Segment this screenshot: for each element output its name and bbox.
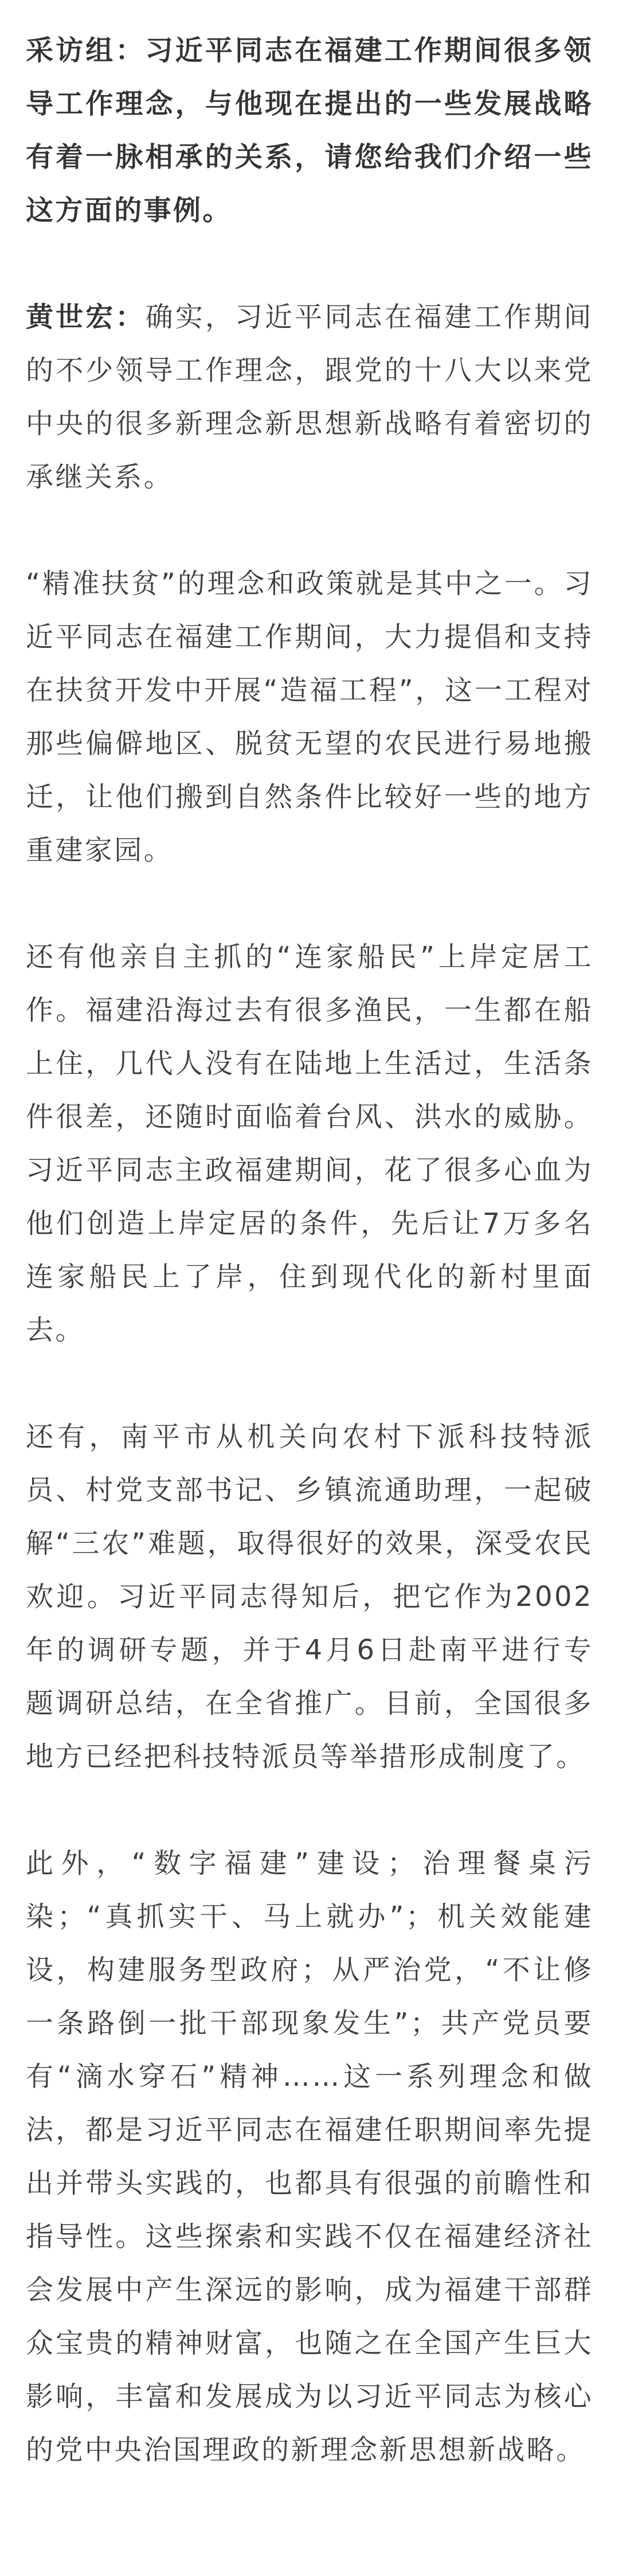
paragraph-boat-dwellers: 还有他亲自主抓的“连家船民”上岸定居工作。福建沿海过去有很多渔民，一生都在船上住，几代人没有在陆地上生活过，生活条件很差，还随时面临着台风、洪水的威胁。习近平同志主政福建期间，花了很多心血为他们创造上岸定居的条件，先后让7万多名连家船民上了岸，住到现代化的新村里面去。 — [26, 941, 593, 1346]
paragraph-poverty-alleviation: “精准扶贫”的理念和政策就是其中之一。习近平同志在福建工作期间，大力提倡和支持在扶贫开发中开展“造福工程”，这一工程对那些偏僻地区、脱贫无望的农民进行易地搬迁，让他们搬到自然条件比较好一些的地方重建家园。 — [26, 568, 593, 866]
question-text: 习近平同志在福建工作期间很多领导工作理念，与他现在提出的一些发展战略有着一脉相承的关系，请您给我们介绍一些这方面的事例。 — [26, 34, 593, 226]
answer-speaker: 黄世宏： — [26, 301, 146, 333]
paragraph-other-initiatives: 此外，“数字福建”建设；治理餐桌污染；“真抓实干、马上就办”；机关效能建设，构建服务型政府；从严治党，“不让修一条路倒一批干部现象发生”；共产党员要有“滴水穿石”精神……这一系列理念和做法，都是习近平同志在福建任职期间率先提出并带头实践的，也都具有很强的前瞻性和指导性。这些探索和实践不仅在福建经济社会发展中产生深远的影响，成为福建干部群众宝贵的精神财富，也随之在全国产生巨大影响，丰富和发展成为以习近平同志为核心的党中央治国理政的新理念新思想新战略。 — [26, 1847, 593, 2466]
interview-question — [26, 24, 593, 237]
paragraph-nanping-envoys: 还有，南平市从机关向农村下派科技特派员、村党支部书记、乡镇流通助理，一起破解“三农”难题，取得很好的效果，深受农民欢迎。习近平同志得知后，把它作为2002年的调研专题，并于4月6日赴南平进行专题调研总结，在全省推广。目前，全国很多地方已经把科技特派员等举措形成制度了。 — [26, 1421, 593, 1773]
answer-intro — [26, 291, 593, 504]
answer-intro-text: 确实，习近平同志在福建工作期间的不少领导工作理念，跟党的十八大以来党中央的很多新理念新思想新战略有着密切的承继关系。 — [26, 301, 593, 493]
question-speaker: 采访组： — [26, 34, 146, 67]
